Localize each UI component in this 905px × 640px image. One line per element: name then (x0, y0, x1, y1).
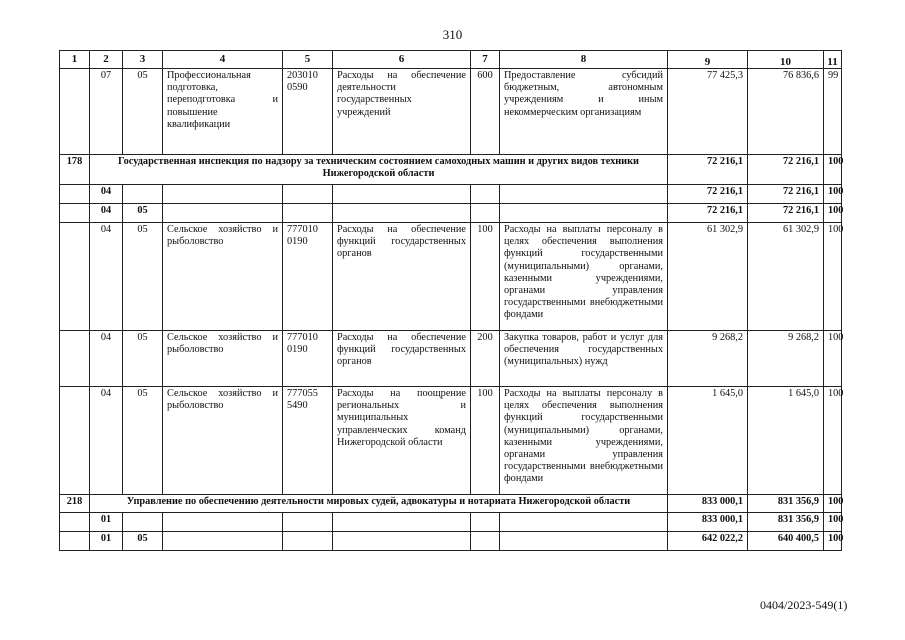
cell-plan: 642 022,2 (668, 532, 748, 551)
document-code: 0404/2023-549(1) (760, 598, 848, 612)
cell-expense-name (500, 532, 668, 551)
cell-target-code (283, 513, 333, 532)
cell-target-name: Расходы на обеспечение функций государственных органов (333, 223, 471, 331)
cell-plan: 1 645,0 (668, 387, 748, 495)
cell-percent: 100 (824, 532, 842, 551)
cell-expense-name (500, 513, 668, 532)
cell-admin (60, 69, 90, 155)
cell-subsection: 05 (123, 331, 163, 387)
cell-actual: 72 216,1 (748, 185, 824, 204)
cell-target-name (333, 513, 471, 532)
cell-admin (60, 513, 90, 532)
cell-agency-title: Управление по обеспечению деятельности мировых судей, адвокатуры и нотариата Нижегородской области (90, 495, 668, 513)
cell-admin (60, 387, 90, 495)
table-row (60, 331, 842, 387)
page-number: 310 (442, 27, 463, 42)
cell-subsection (123, 185, 163, 204)
cell-section-name (163, 532, 283, 551)
cell-subsection: 05 (123, 69, 163, 155)
cell-admin (60, 223, 90, 331)
header-cell: 5 (283, 51, 333, 69)
table-row (60, 495, 842, 513)
cell-section: 04 (90, 223, 123, 331)
table-row (60, 513, 842, 532)
cell-section: 01 (90, 513, 123, 532)
cell-subsection: 05 (123, 204, 163, 223)
cell-target-code: 777055 5490 (283, 387, 333, 495)
cell-target-name (333, 204, 471, 223)
cell-target-code: 777010 0190 (283, 223, 333, 331)
cell-section: 07 (90, 69, 123, 155)
cell-actual: 61 302,9 (748, 223, 824, 331)
header-cell: 3 (123, 51, 163, 69)
cell-target-code: 203010 0590 (283, 69, 333, 155)
cell-section-name: Сельское хозяйство и рыболовство (163, 223, 283, 331)
cell-expense-name: Расходы на выплаты персоналу в целях обеспечения выполнения функций государственными (муниципальными) органами, казенными учреждениями, органами управления государственными внебюджетными фондами (500, 387, 668, 495)
budget-table (59, 50, 842, 551)
header-cell: 10 (748, 51, 824, 69)
cell-plan: 77 425,3 (668, 69, 748, 155)
cell-expense-name: Предоставление субсидий бюджетным, автономным учреждениям и иным некоммерческим организациям (500, 69, 668, 155)
cell-target-code (283, 204, 333, 223)
table-row (60, 204, 842, 223)
cell-percent: 100 (824, 331, 842, 387)
cell-plan: 61 302,9 (668, 223, 748, 331)
cell-actual: 72 216,1 (748, 155, 824, 185)
cell-subsection: 05 (123, 223, 163, 331)
cell-plan: 72 216,1 (668, 155, 748, 185)
cell-expense-name (500, 185, 668, 204)
table-row (60, 155, 842, 185)
cell-target-code (283, 532, 333, 551)
cell-section-name (163, 185, 283, 204)
cell-section: 04 (90, 331, 123, 387)
cell-expense-type: 100 (471, 223, 500, 331)
cell-target-code (283, 185, 333, 204)
cell-section-name (163, 204, 283, 223)
cell-actual: 9 268,2 (748, 331, 824, 387)
header-cell: 7 (471, 51, 500, 69)
cell-expense-type (471, 185, 500, 204)
header-row (60, 51, 842, 69)
cell-target-name: Расходы на поощрение региональных и муниципальных управленческих команд Нижегородской области (333, 387, 471, 495)
cell-section: 04 (90, 204, 123, 223)
cell-percent: 100 (824, 185, 842, 204)
cell-admin (60, 204, 90, 223)
header-cell: 11 (824, 51, 842, 69)
cell-expense-type (471, 204, 500, 223)
table-row (60, 69, 842, 155)
cell-agency-title: Государственная инспекция по надзору за техническим состоянием самоходных машин и других видов техники Нижегородской области (90, 155, 668, 185)
header-cell: 2 (90, 51, 123, 69)
cell-actual: 831 356,9 (748, 495, 824, 513)
table-row (60, 223, 842, 331)
cell-target-name: Расходы на обеспечение деятельности государственных учреждений (333, 69, 471, 155)
cell-expense-type (471, 513, 500, 532)
header-cell: 1 (60, 51, 90, 69)
cell-target-code: 777010 0190 (283, 331, 333, 387)
cell-plan: 9 268,2 (668, 331, 748, 387)
cell-plan: 833 000,1 (668, 495, 748, 513)
cell-subsection (123, 513, 163, 532)
cell-admin (60, 185, 90, 204)
table-row (60, 387, 842, 495)
cell-percent: 100 (824, 387, 842, 495)
cell-section-name: Сельское хозяйство и рыболовство (163, 331, 283, 387)
cell-actual: 72 216,1 (748, 204, 824, 223)
cell-expense-type: 100 (471, 387, 500, 495)
header-cell: 6 (333, 51, 471, 69)
table-row (60, 185, 842, 204)
cell-target-name: Расходы на обеспечение функций государственных органов (333, 331, 471, 387)
cell-percent: 100 (824, 495, 842, 513)
cell-plan: 72 216,1 (668, 185, 748, 204)
cell-expense-type: 600 (471, 69, 500, 155)
cell-section-name: Сельское хозяйство и рыболовство (163, 387, 283, 495)
cell-admin: 218 (60, 495, 90, 513)
cell-plan: 833 000,1 (668, 513, 748, 532)
cell-admin (60, 532, 90, 551)
cell-section: 04 (90, 185, 123, 204)
header-cell: 8 (500, 51, 668, 69)
cell-subsection: 05 (123, 387, 163, 495)
cell-admin: 178 (60, 155, 90, 185)
cell-expense-type (471, 532, 500, 551)
table-row (60, 532, 842, 551)
cell-subsection: 05 (123, 532, 163, 551)
cell-section-name: Профессиональная подготовка, переподготовка и повышение квалификации (163, 69, 283, 155)
cell-expense-name: Закупка товаров, работ и услуг для обеспечения государственных (муниципальных) нужд (500, 331, 668, 387)
cell-admin (60, 331, 90, 387)
cell-actual: 831 356,9 (748, 513, 824, 532)
cell-target-name (333, 185, 471, 204)
cell-percent: 100 (824, 155, 842, 185)
cell-section-name (163, 513, 283, 532)
cell-percent: 100 (824, 513, 842, 532)
cell-expense-type: 200 (471, 331, 500, 387)
cell-actual: 1 645,0 (748, 387, 824, 495)
cell-percent: 99 (824, 69, 842, 155)
header-cell: 9 (668, 51, 748, 69)
cell-percent: 100 (824, 223, 842, 331)
cell-percent: 100 (824, 204, 842, 223)
cell-actual: 640 400,5 (748, 532, 824, 551)
cell-actual: 76 836,6 (748, 69, 824, 155)
cell-target-name (333, 532, 471, 551)
header-cell: 4 (163, 51, 283, 69)
cell-expense-name: Расходы на выплаты персоналу в целях обеспечения выполнения функций государственными (муниципальными) органами, казенными учреждениями, органами управления государственными внебюджетными фондами (500, 223, 668, 331)
cell-section: 04 (90, 387, 123, 495)
cell-plan: 72 216,1 (668, 204, 748, 223)
cell-section: 01 (90, 532, 123, 551)
cell-expense-name (500, 204, 668, 223)
